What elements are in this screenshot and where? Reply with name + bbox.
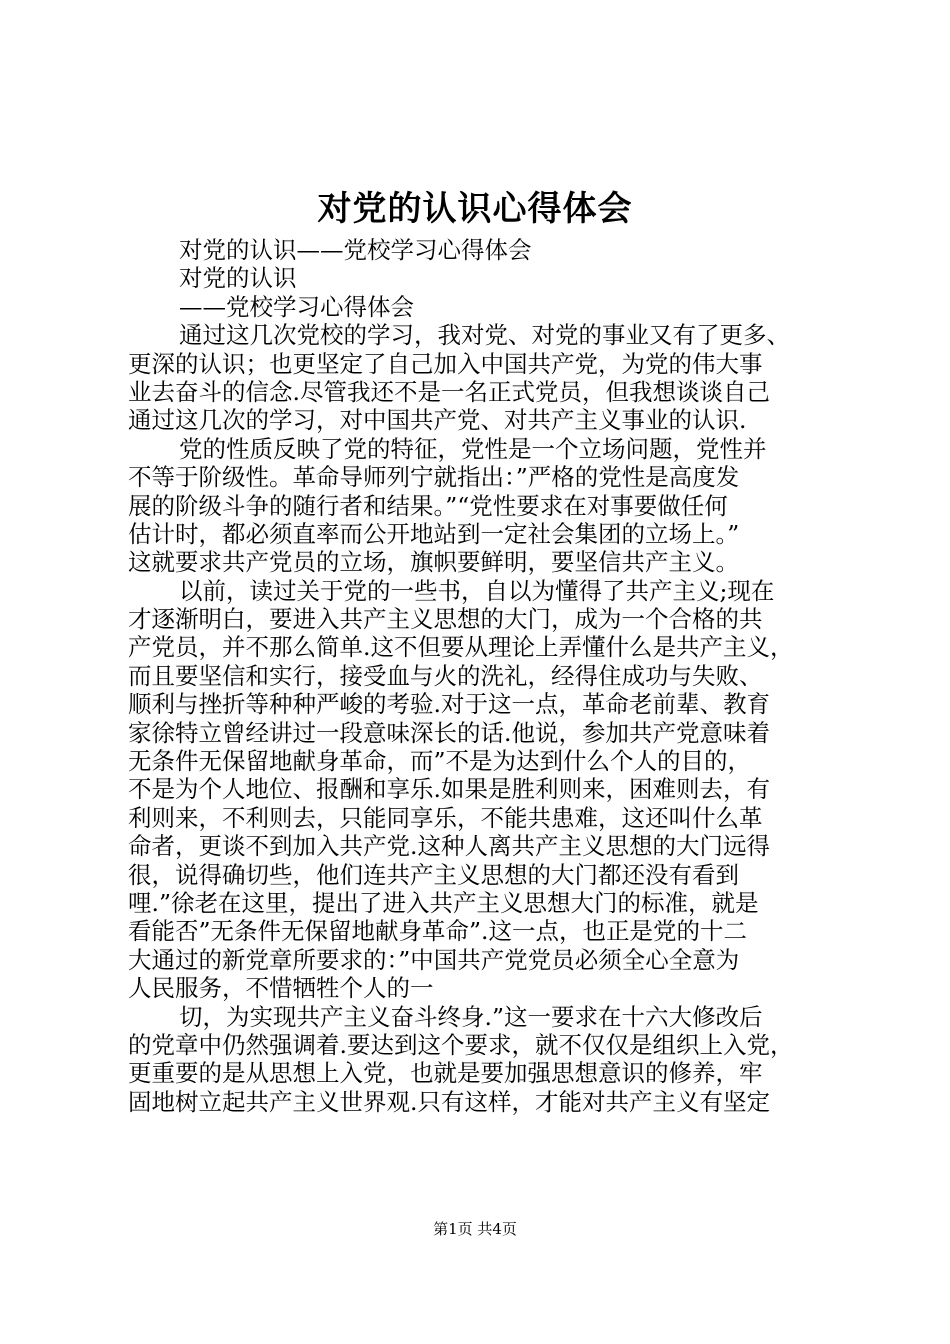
body-line: 家徐特立曾经讲过一段意味深长的话.他说，参加共产党意味着 bbox=[128, 718, 770, 747]
body-line: 更深的认识；也更坚定了自己加入中国共产党，为党的伟大事 bbox=[128, 349, 763, 378]
body-line: 看能否”无条件无保留地献身革命”.这一点，也正是党的十二 bbox=[128, 917, 747, 946]
document-title: 对党的认识心得体会 bbox=[317, 189, 633, 229]
body-line: 才逐渐明白，要进入共产主义思想的大门，成为一个合格的共 bbox=[128, 605, 763, 634]
body-line: 通过这几次的学习，对中国共产党、对共产主义事业的认识. bbox=[128, 406, 747, 435]
body-line: 切，为实现共产主义奋斗终身.”这一要求在十六大修改后 bbox=[179, 1002, 763, 1031]
page-footer: 第1页 共4页 bbox=[433, 1220, 517, 1238]
body-line: 而且要坚信和实行，接受血与火的洗礼，经得住成功与失败、 bbox=[128, 661, 763, 690]
body-line: 业去奋斗的信念.尽管我还不是一名正式党员，但我想谈谈自己 bbox=[128, 377, 770, 406]
body-line: 固地树立起共产主义世界观.只有这样，才能对共产主义有坚定 bbox=[128, 1087, 770, 1116]
body-line: 人民服务，不惜牺牲个人的一 bbox=[128, 974, 434, 1003]
body-line: 的党章中仍然强调着.要达到这个要求，就不仅仅是组织上入党， bbox=[128, 1030, 794, 1059]
body-line: 展的阶级斗争的随行者和结果。”“党性要求在对事要做任何 bbox=[128, 491, 728, 520]
body-line: 估计时，都必须直率而公开地站到一定社会集团的立场上。” bbox=[128, 519, 740, 548]
body-line: 对党的认识——党校学习心得体会 bbox=[179, 236, 532, 264]
body-line: 通过这几次党校的学习，我对党、对党的事业又有了更多、 bbox=[179, 321, 790, 350]
body-line: 这就要求共产党员的立场，旗帜要鲜明，要坚信共产主义。 bbox=[128, 548, 739, 577]
body-line: 不是为个人地位、报酬和享乐.如果是胜利则来，困难则去，有 bbox=[128, 775, 770, 804]
body-line: 顺利与挫折等种种严峻的考验.对于这一点，革命老前辈、教育 bbox=[128, 690, 770, 719]
document-body bbox=[128, 236, 840, 1116]
body-line: 对党的认识 bbox=[179, 264, 297, 293]
body-line: 以前，读过关于党的一些书，自以为懂得了共产主义;现在 bbox=[179, 576, 775, 605]
body-line: ——党校学习心得体会 bbox=[179, 292, 414, 321]
body-line: 产党员，并不那么简单.这不但要从理论上弄懂什么是共产主义， bbox=[128, 633, 794, 662]
body-line: 哩.”徐老在这里，提出了进入共产主义思想大门的标准，就是 bbox=[128, 888, 759, 917]
body-line: 党的性质反映了党的特征，党性是一个立场问题，党性并 bbox=[179, 434, 767, 463]
body-line: 大通过的新党章所要求的：”中国共产党党员必须全心全意为 bbox=[128, 945, 740, 974]
body-line: 无条件无保留地献身革命，而”不是为达到什么个人的目的， bbox=[128, 747, 752, 776]
body-line: 利则来，不利则去，只能同享乐，不能共患难，这还叫什么革 bbox=[128, 803, 763, 832]
body-line: 命者，更谈不到加入共产党.这种人离共产主义思想的大门远得 bbox=[128, 832, 770, 861]
body-line: 不等于阶级性。革命导师列宁就指出：”严格的党性是高度发 bbox=[128, 463, 740, 492]
body-line: 很，说得确切些，他们连共产主义思想的大门都还没有看到 bbox=[128, 860, 739, 889]
body-line: 更重要的是从思想上入党，也就是要加强思想意识的修养，牢 bbox=[128, 1059, 763, 1088]
